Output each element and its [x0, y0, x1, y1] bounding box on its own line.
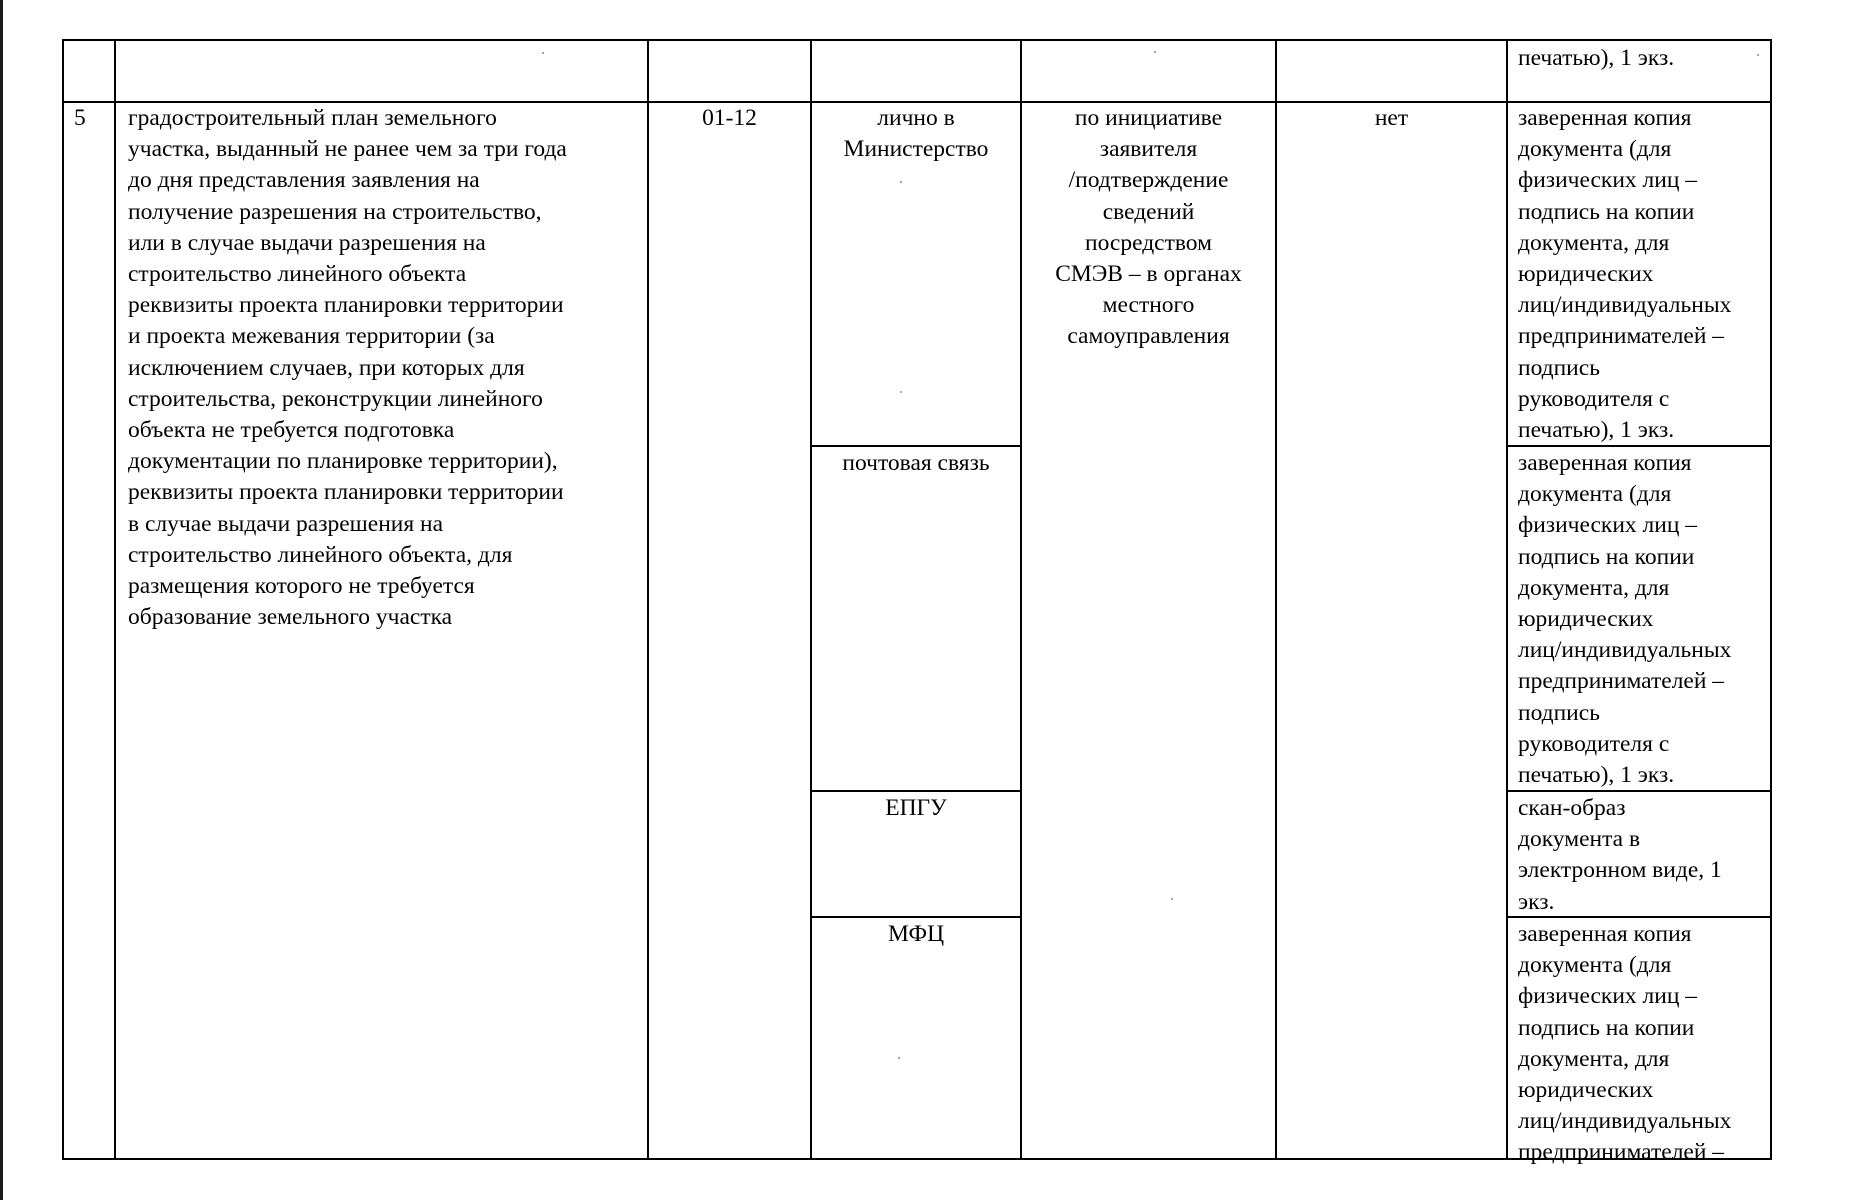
cell-text-line: скан-образ: [1518, 795, 1626, 821]
cell-text-line: документа (для: [1518, 952, 1672, 979]
scan-speck: [900, 181, 902, 183]
cell-text-line: получение разрешения на строительство,: [128, 198, 542, 225]
cell-text-line: подпись: [1518, 354, 1600, 381]
cell-text-line: сведений: [1102, 198, 1195, 225]
cell-text-line: реквизиты проекта планировки территории: [128, 292, 564, 319]
cell-text-line: руководителя с: [1518, 730, 1670, 757]
result-cell-epgu: [1508, 793, 1770, 918]
cell-text-line: заявителя: [1099, 136, 1198, 163]
cell-text-line: объекта не требуется подготовка: [128, 417, 455, 444]
required-cell: нет: [1374, 105, 1409, 131]
scan-speck: [1154, 51, 1156, 53]
cell-text-line: документа (для: [1518, 136, 1672, 163]
cell-text-line: подпись: [1518, 699, 1600, 726]
cell-text-line: руководителя с: [1518, 385, 1670, 412]
method-divider-3: [810, 916, 1022, 918]
col-border-0: [62, 39, 64, 1160]
cell-text-line: строительства, реконструкции линейного: [128, 385, 543, 412]
cell-text-line: самоуправления: [1067, 323, 1230, 350]
cell-text-line: или в случае выдачи разрешения на: [128, 229, 486, 256]
document-name-cell: [116, 103, 647, 633]
cell-text-line: ЕПГУ: [885, 795, 947, 821]
cell-text-line: физических лиц –: [1518, 512, 1698, 539]
cell-text-line: размещения которого не требуется: [128, 573, 475, 600]
cell-text-line: печатью), 1 экз.: [1518, 762, 1675, 789]
cell-text-line: МФЦ: [887, 921, 945, 947]
cell-text-line: подпись на копии: [1518, 1014, 1695, 1041]
cell-text-line: до дня представления заявления на: [128, 167, 480, 194]
cell-text-line: участка, выданный не ранее чем за три года: [128, 136, 567, 163]
cell-text-line: документа, для: [1518, 229, 1670, 256]
result-cell-mfc: [1508, 919, 1770, 1169]
cell-text-line: документа (для: [1518, 481, 1672, 508]
cell-text-line: документа в: [1518, 826, 1641, 853]
document-table: [62, 39, 1772, 1166]
cell-text-line: посредством: [1085, 229, 1212, 256]
cell-text-line: образование земельного участка: [128, 604, 453, 631]
cell-text-line: лично в: [877, 105, 955, 131]
method-cell-personal: [812, 103, 1020, 165]
method-divider-1: [810, 445, 1022, 447]
cell-text-line: подпись на копии: [1518, 543, 1695, 570]
method-divider-2: [810, 790, 1022, 792]
cell-text-line: предпринимателей –: [1518, 323, 1725, 350]
code-cell: 01-12: [702, 105, 757, 131]
cell-text-line: электронном виде, 1: [1518, 857, 1722, 884]
cell-text-line: и проекта межевания территории (за: [128, 323, 495, 350]
cell-text-line: юридических: [1518, 606, 1654, 633]
cell-text-line: лиц/индивидуальных: [1518, 637, 1732, 664]
cell-text-line: печатью), 1 экз.: [1518, 417, 1675, 444]
cell-text-line: документа, для: [1518, 574, 1670, 601]
cell-text-line: лиц/индивидуальных: [1518, 1108, 1732, 1135]
cell-text-line: строительство линейного объекта: [128, 261, 467, 288]
result-cell-personal: [1508, 103, 1770, 446]
method-cell-post: [812, 448, 1020, 479]
col-border-5: [1275, 39, 1277, 1160]
cell-text-line: юридических: [1518, 1077, 1654, 1104]
row-number: 5: [74, 105, 86, 131]
table-top-border: [62, 39, 1772, 41]
result-cell-post: [1508, 448, 1770, 791]
cell-text-line: предпринимателей –: [1518, 668, 1725, 695]
cell-text-line: экз.: [1518, 888, 1555, 915]
scan-speck: [898, 1057, 900, 1059]
cell-text-line: подпись на копии: [1518, 198, 1695, 225]
col-border-2: [647, 39, 649, 1160]
cell-text-line: физических лиц –: [1518, 167, 1698, 194]
col-border-7: [1770, 39, 1772, 1160]
cell-text-line: документа, для: [1518, 1045, 1670, 1072]
cell-text-line: почтовая связь: [842, 450, 990, 476]
cell-text-line: печатью), 1 экз.: [1518, 45, 1675, 71]
col-border-3: [810, 39, 812, 1160]
cell-text-line: СМЭВ – в органах: [1055, 261, 1242, 288]
cell-text-line: по инициативе: [1074, 105, 1223, 131]
submission-source-cell: [1022, 103, 1275, 353]
scan-speck: [1757, 54, 1759, 56]
cell-text-line: заверенная копия: [1518, 450, 1692, 476]
cell-text-line: строительство линейного объекта, для: [128, 541, 513, 568]
cell-text-line: предпринимателей –: [1518, 1139, 1725, 1166]
cell-text-line: заверенная копия: [1518, 921, 1692, 947]
cell-text-line: /подтверждение: [1068, 167, 1229, 194]
scan-edge: [0, 0, 3, 1200]
top-row-result-cell: [1508, 43, 1770, 74]
cell-text-line: местного: [1102, 292, 1195, 319]
cell-text-line: физических лиц –: [1518, 983, 1698, 1010]
cell-text-line: в случае выдачи разрешения на: [128, 510, 444, 537]
cell-text-line: реквизиты проекта планировки территории: [128, 479, 564, 506]
method-cell-epgu: [812, 793, 1020, 824]
scan-speck: [542, 52, 544, 54]
cell-text-line: документации по планировке территории),: [128, 448, 558, 475]
cell-text-line: юридических: [1518, 261, 1654, 288]
method-cell-mfc: [812, 919, 1020, 950]
cell-text-line: исключением случаев, при которых для: [128, 354, 525, 381]
scan-speck: [900, 391, 902, 393]
cell-text-line: градостроительный план земельного: [128, 105, 497, 131]
cell-text-line: лиц/индивидуальных: [1518, 292, 1732, 319]
scan-speck: [1171, 898, 1173, 900]
cell-text-line: Министерство: [843, 136, 989, 163]
cell-text-line: заверенная копия: [1518, 105, 1692, 131]
